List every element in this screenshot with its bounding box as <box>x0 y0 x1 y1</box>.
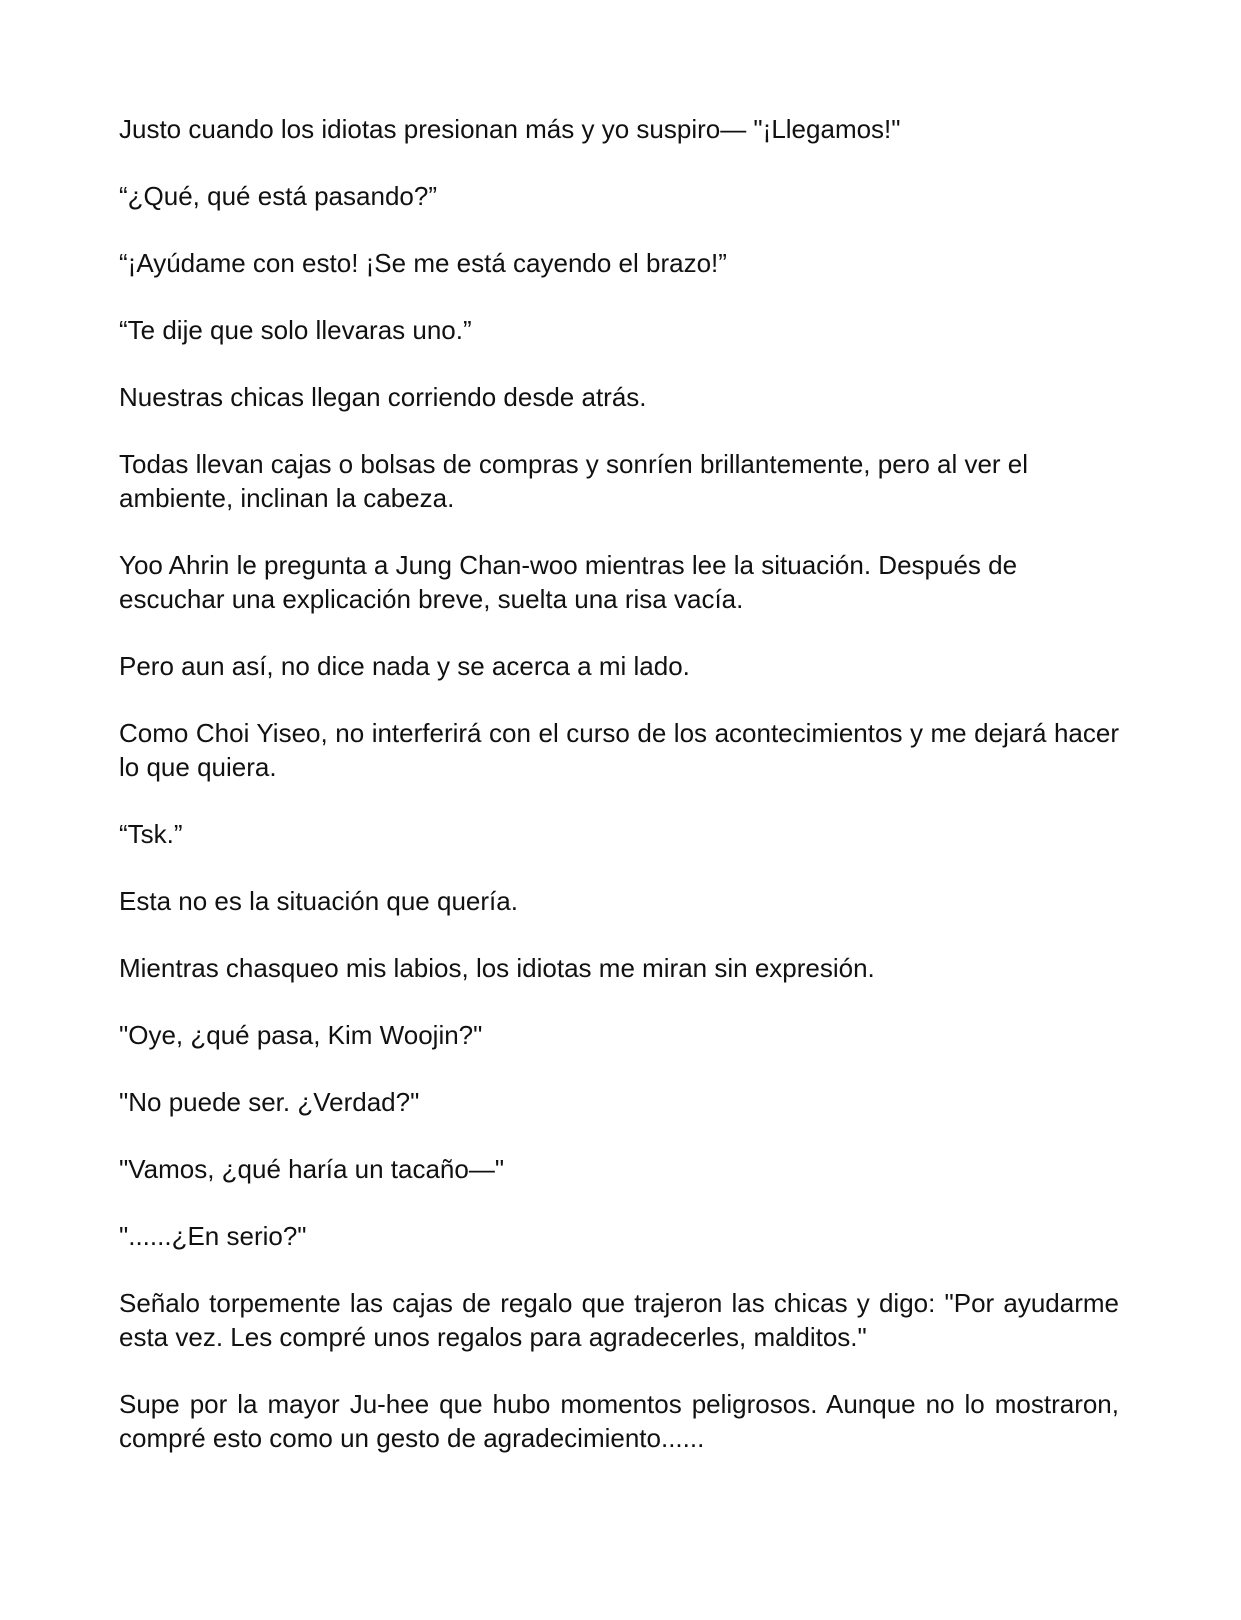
paragraph: Supe por la mayor Ju-hee que hubo momentos peligrosos. Aunque no lo mostraron, compré esto como un gesto de agradecimiento...... <box>119 1389 1119 1453</box>
paragraph: “Tsk.” <box>119 819 183 849</box>
document-body <box>119 112 1119 1488</box>
paragraph: “¿Qué, qué está pasando?” <box>119 181 437 211</box>
paragraph: Yoo Ahrin le pregunta a Jung Chan-woo mientras lee la situación. Después de escuchar una explicación breve, suelta una risa vacía. <box>119 550 1018 614</box>
paragraph: "Vamos, ¿qué haría un tacaño—" <box>119 1154 505 1184</box>
paragraph: "......¿En serio?" <box>119 1221 307 1251</box>
paragraph: “Te dije que solo llevaras uno.” <box>119 315 472 345</box>
paragraph: Señalo torpemente las cajas de regalo que trajeron las chicas y digo: "Por ayudarme esta vez. Les compré unos regalos para agradecerles, malditos." <box>119 1288 1119 1352</box>
paragraph: Todas llevan cajas o bolsas de compras y sonríen brillantemente, pero al ver el ambiente, inclinan la cabeza. <box>119 449 1029 513</box>
paragraph: "Oye, ¿qué pasa, Kim Woojin?" <box>119 1020 483 1050</box>
paragraph: Justo cuando los idiotas presionan más y yo suspiro— "¡Llegamos!" <box>119 114 901 144</box>
paragraph: Mientras chasqueo mis labios, los idiotas me miran sin expresión. <box>119 953 875 983</box>
paragraph: "No puede ser. ¿Verdad?" <box>119 1087 420 1117</box>
paragraph: “¡Ayúdame con esto! ¡Se me está cayendo el brazo!” <box>119 248 727 278</box>
paragraph: Pero aun así, no dice nada y se acerca a mi lado. <box>119 651 690 681</box>
paragraph: Nuestras chicas llegan corriendo desde atrás. <box>119 382 647 412</box>
paragraph: Como Choi Yiseo, no interferirá con el curso de los acontecimientos y me dejará hacer lo que quiera. <box>119 718 1119 782</box>
paragraph: Esta no es la situación que quería. <box>119 886 518 916</box>
